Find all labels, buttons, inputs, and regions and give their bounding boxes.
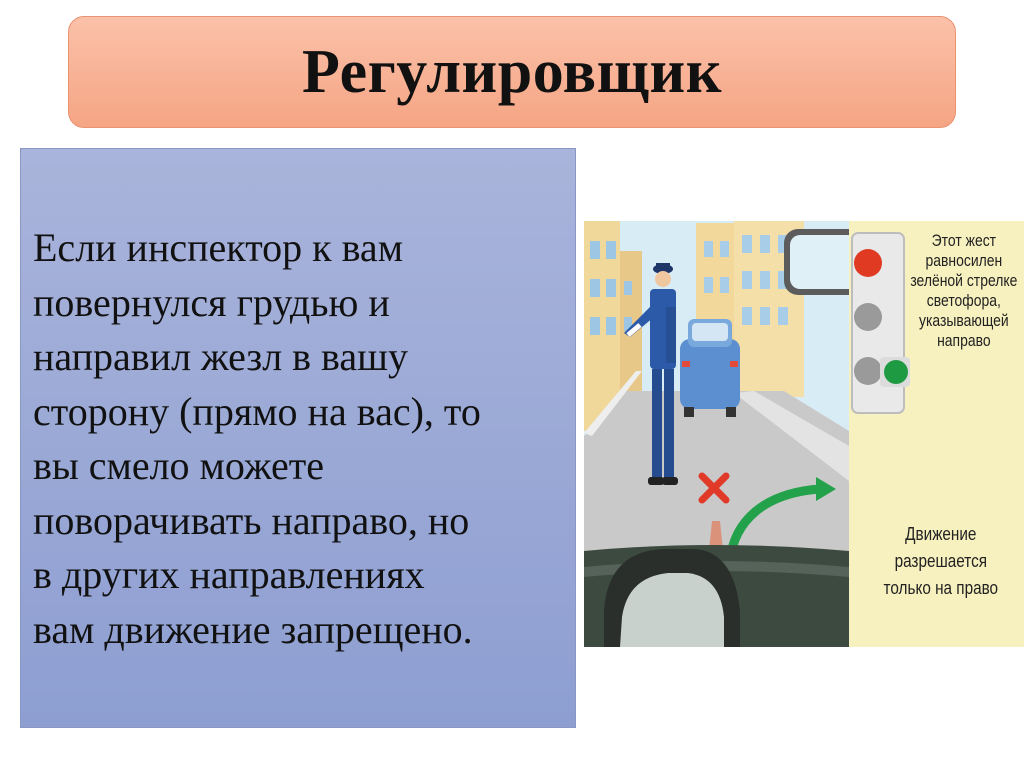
body-text	[33, 221, 569, 657]
caption-line: светофора,	[926, 291, 1001, 310]
caption-line: равносилен	[925, 251, 1003, 270]
caption-line: Движение	[905, 524, 977, 544]
gesture-caption	[904, 231, 1024, 351]
body-line: поворачивать направо, но	[33, 497, 470, 543]
body-line: в других направлениях	[33, 552, 425, 597]
caption-line: зелёной стрелке	[910, 271, 1018, 290]
movement-caption	[866, 521, 1016, 602]
body-line: Если инспектор к вам	[33, 225, 403, 270]
body-line: направил жезл в вашу	[33, 334, 408, 379]
traffic-controller-illustration	[584, 221, 1024, 647]
body-line: повернулся грудью и	[33, 279, 390, 325]
caption-line: указывающей	[919, 311, 1009, 330]
body-line: вы смело можете	[33, 443, 324, 488]
slide-title: Регулировщик	[302, 37, 722, 106]
caption-line: Этот жест	[931, 231, 997, 250]
green-signal-icon	[884, 360, 908, 384]
text-panel	[20, 148, 576, 728]
caption-line: только на право	[883, 578, 999, 598]
body-line: сторону (прямо на вас), то	[33, 388, 481, 434]
title-banner	[68, 16, 956, 128]
caption-line: направо	[937, 331, 991, 350]
red-signal-icon	[854, 249, 882, 277]
caption-line: разрешается	[894, 551, 988, 571]
body-line: вам движение запрещено.	[33, 606, 473, 652]
